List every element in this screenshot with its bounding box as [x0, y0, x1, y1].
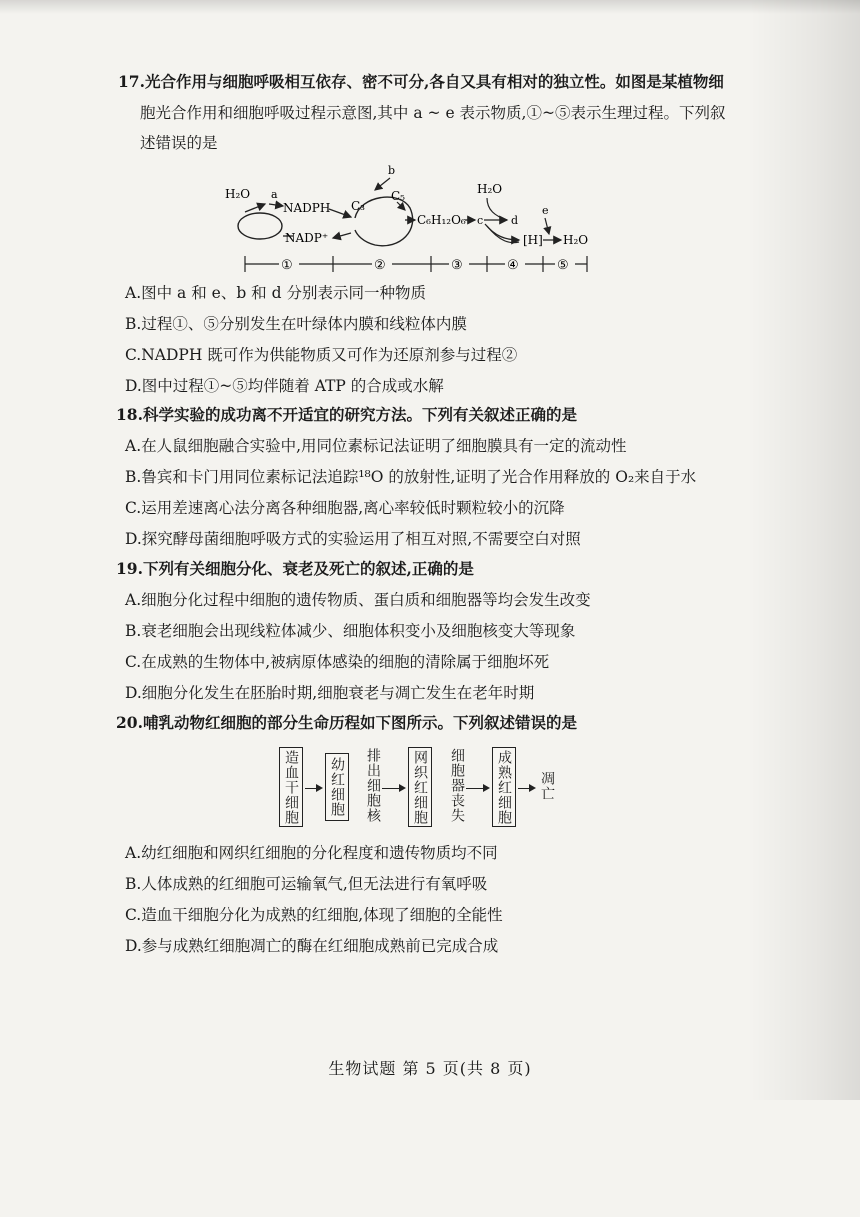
label-h: [H]	[523, 233, 543, 247]
label-glucose: C₆H₁₂O₆	[417, 213, 466, 227]
q18-stem: 18.科学实验的成功离不开适宜的研究方法。下列有关叙述正确的是	[116, 405, 577, 424]
flow-end-apoptosis-label: 凋亡	[539, 771, 555, 801]
label-h2o-left: H₂O	[225, 187, 251, 201]
flow-box-erythroblast-label: 幼红细胞	[329, 757, 345, 817]
flow-step-enucleation	[362, 748, 384, 828]
q20-flow-diagram	[270, 745, 590, 830]
q20-stem: 20.哺乳动物红细胞的部分生命历程如下图所示。下列叙述错误的是	[116, 713, 577, 732]
label-c5: C₅	[391, 189, 405, 203]
q19-option-a: A.细胞分化过程中细胞的遗传物质、蛋白质和细胞器等均会发生改变	[125, 591, 591, 609]
q19-option-d: D.细胞分化发生在胚胎时期,细胞衰老与凋亡发生在老年时期	[125, 684, 535, 702]
stage-4: ④	[507, 258, 519, 273]
flow-step-organelle-loss	[446, 748, 468, 828]
stage-1: ①	[281, 258, 293, 273]
cycle-left	[238, 213, 282, 239]
flow-box-erythroblast	[325, 753, 349, 821]
q18-option-b: B.鲁宾和卡门用同位素标记法追踪¹⁸O 的放射性,证明了光合作用释放的 O₂来自于水	[125, 468, 697, 486]
q19-option-c: C.在成熟的生物体中,被病原体感染的细胞的清除属于细胞坏死	[125, 653, 550, 671]
flow-arrow-1	[305, 788, 321, 789]
stage-5: ⑤	[557, 258, 569, 273]
stage-3: ③	[451, 258, 463, 273]
flow-arrow-3	[466, 788, 488, 789]
flow-step-organelle-loss-label: 细胞器丧失	[449, 748, 465, 823]
flow-step-enucleation-label: 排出细胞核	[365, 748, 381, 823]
flow-box-hsc	[279, 747, 303, 827]
q20-option-d: D.参与成熟红细胞凋亡的酶在红细胞成熟前已完成合成	[125, 937, 499, 955]
label-b: b	[388, 164, 396, 177]
flow-arrow-4	[518, 788, 534, 789]
flow-box-mature-rbc	[492, 747, 516, 827]
flow-end-apoptosis	[536, 771, 558, 811]
label-nadp: NADP⁺	[285, 231, 329, 245]
label-c3: C₃	[351, 199, 365, 213]
page-footer: 生物试题 第 5 页(共 8 页)	[328, 1059, 532, 1078]
label-a: a	[271, 188, 278, 201]
q18-option-a: A.在人鼠细胞融合实验中,用同位素标记法证明了细胞膜具有一定的流动性	[125, 437, 627, 455]
q17-option-b: B.过程①、⑤分别发生在叶绿体内膜和线粒体内膜	[125, 315, 467, 333]
q17-option-a: A.图中 a 和 e、b 和 d 分别表示同一种物质	[125, 284, 426, 302]
scan-shadow-top	[0, 0, 860, 14]
q17-option-d: D.图中过程①~⑤均伴随着 ATP 的合成或水解	[125, 377, 444, 395]
scan-shadow-right	[750, 0, 860, 1100]
stage-2: ②	[374, 258, 386, 273]
q20-option-c: C.造血干细胞分化为成熟的红细胞,体现了细胞的全能性	[125, 906, 503, 924]
q17-stem-line1: 17.光合作用与细胞呼吸相互依存、密不可分,各自又具有相对的独立性。如图是某植物细	[118, 72, 724, 91]
flow-box-mature-rbc-label: 成熟红细胞	[496, 749, 512, 825]
label-e: e	[542, 204, 549, 217]
label-h2o-mid: H₂O	[477, 182, 503, 196]
label-h2o-right: H₂O	[563, 233, 589, 247]
q18-option-c: C.运用差速离心法分离各种细胞器,离心率较低时颗粒较小的沉降	[125, 499, 565, 517]
label-nadph: NADPH	[283, 201, 331, 215]
label-c: c	[477, 214, 484, 227]
q20-option-b: B.人体成熟的红细胞可运输氧气,但无法进行有氧呼吸	[125, 875, 488, 893]
q20-option-a: A.幼红细胞和网织红细胞的分化程度和遗传物质均不同	[125, 844, 498, 862]
q17-process-diagram	[225, 160, 615, 278]
flow-box-hsc-label: 造血干细胞	[283, 749, 299, 825]
q17-option-c: C.NADPH 既可作为供能物质又可作为还原剂参与过程②	[125, 346, 518, 364]
q19-option-b: B.衰老细胞会出现线粒体减少、细胞体积变小及细胞核变大等现象	[125, 622, 576, 640]
label-d: d	[511, 214, 519, 227]
flow-box-reticulocyte-label: 网织红细胞	[412, 749, 428, 825]
q18-option-d: D.探究酵母菌细胞呼吸方式的实验运用了相互对照,不需要空白对照	[125, 530, 581, 548]
q17-stem-line2: 胞光合作用和细胞呼吸过程示意图,其中 a ~ e 表示物质,①~⑤表示生理过程。下列叙	[140, 104, 726, 122]
q19-stem: 19.下列有关细胞分化、衰老及死亡的叙述,正确的是	[116, 559, 474, 578]
flow-arrow-2	[382, 788, 404, 789]
q17-stem-line3: 述错误的是	[140, 134, 218, 152]
flow-box-reticulocyte	[408, 747, 432, 827]
